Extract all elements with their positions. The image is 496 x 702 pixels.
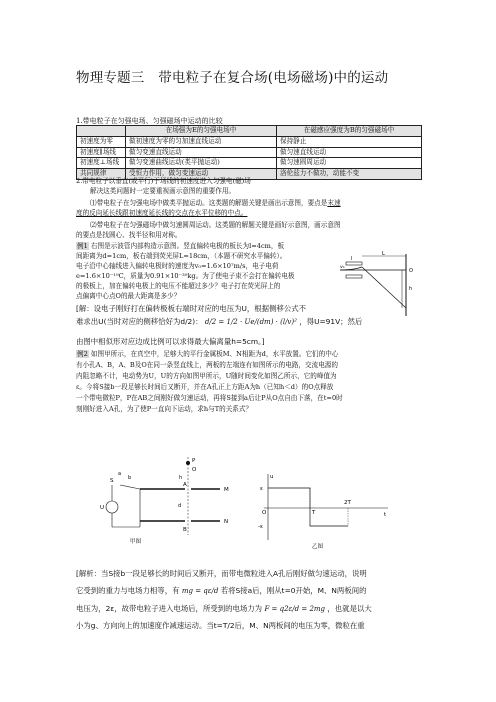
table-cell: 做初速度为零的匀加速直线运动: [126, 136, 277, 147]
ac-source: [106, 501, 118, 513]
label-B: B: [183, 527, 187, 533]
solution1-line: [76, 316, 422, 328]
example2-line: ε。今将S接b一段足够长时间后又断开，并在A孔正上方距A为h（已知h＜d）的O点释放: [76, 383, 334, 391]
table-cell: 共同规律: [77, 169, 126, 180]
equation-3: F = q2ε/d = 2mg: [264, 605, 326, 613]
label-2T: 2T: [344, 500, 351, 506]
label-b: b: [128, 475, 132, 481]
table-cell: 初速度⊥场线: [77, 158, 126, 169]
label-O: O: [192, 467, 197, 473]
text-line: 的要点是找圆心、找半径和用对称。: [76, 231, 182, 239]
example1-line: 间距离为d=1cm，板右端到荧光屏L=18cm，（本题不研究水平偏转）。: [76, 252, 287, 260]
switch-arm: [120, 485, 140, 489]
table-cell: 做匀变速直线运动: [126, 147, 277, 158]
table-row: [77, 147, 422, 158]
underlined-text-line: 度的反向延长线跟初速度延长线的交点在水平位移的中点。: [76, 209, 248, 217]
voltage-waveform: [268, 488, 348, 526]
label-eps: ε: [260, 486, 263, 492]
table-row: [77, 136, 422, 147]
table-header-cell: 在场强为E的匀强电场中: [126, 126, 277, 137]
example2-line: [76, 350, 422, 360]
equation-1: d/2 = 1/2 · Ue/(dm) · (l/v)²: [204, 318, 297, 326]
text-line: 2.带电粒子以垂直(或平行)于场线的初速度进入匀强电(磁)场: [76, 177, 251, 185]
solution2-line: [76, 603, 422, 615]
comparison-table: [76, 125, 422, 180]
example1-line: [76, 242, 331, 252]
text-span: ，也就是以大: [327, 604, 372, 613]
label-S: S: [110, 478, 114, 484]
table-cell: 做匀速圆周运动: [277, 158, 422, 169]
table-header-cell: [77, 126, 126, 137]
table-header-row: [77, 126, 422, 137]
example-tag: 例2: [77, 350, 88, 358]
example1-line: 的极板上，加在偏转电极上的电压不能超过多少？电子打在荧光屏上的: [76, 282, 281, 290]
label-v0: v₀: [340, 265, 345, 270]
particle-P: [186, 461, 190, 465]
table-cell: 做匀速直线运动: [277, 147, 422, 158]
text-span: 右图是示波管内部构造示意图。竖直偏转电极的板长为l=4cm，板: [90, 242, 285, 250]
solution2-line: [76, 585, 422, 597]
label-a: a: [118, 471, 122, 477]
label-t: t: [384, 512, 387, 518]
example1-line: 点偏离中心点O的最大距离是多少？: [76, 292, 181, 300]
page-title: 物理专题三 带电粒子在复合场(电场磁场)中的运动: [76, 70, 389, 86]
example1-line: 电子沿中心轴线进入偏转电极时的速度为v₀=1.6×10⁷m/s，电子电荷: [76, 262, 279, 270]
figure-caption-yi: 乙图: [312, 544, 324, 550]
label-h: h: [179, 475, 183, 481]
solution2-line: [解析：当S接b一段足够长的时间后又断开，而带电微粒进入A孔后刚好做匀速运动，说明: [76, 569, 367, 578]
text-line: 解决这类问题时一定要重视画示意图的重要作用。: [90, 187, 236, 195]
label-l: l: [351, 256, 353, 262]
solution1-line: 由图中相似形对应边成比例可以求得最大偏离量h=5cm。]: [76, 337, 265, 346]
example2-line: 有小孔A、B，A、B及O在同一条竖直线上，两板的左端连有如图所示的电路，交流电源的: [76, 361, 338, 369]
example-tag: 例1: [77, 242, 88, 250]
example2-line: 内阻忽略不计，电动势为U，U的方向如图甲所示，U随时间变化如图乙所示，它的峰值为: [76, 372, 337, 380]
text-span: ⑴带电粒子在匀强电场中做类平抛运动。这类题的解题关键是画出示意图，要点是: [90, 199, 328, 207]
label-O: O: [409, 268, 413, 274]
label-N: N: [224, 519, 229, 525]
label-P: P: [192, 458, 196, 464]
equation-2: mg = qε/d: [181, 587, 219, 595]
text-span: ，得U=91V；然后: [299, 317, 363, 326]
label-A: A: [183, 482, 187, 488]
table-cell: 保持静止: [277, 136, 422, 147]
label-U: U: [100, 505, 105, 511]
example2-line: 刻刚好进入A孔，为了使P一直向下运动，求h与T的关系式？: [76, 405, 253, 413]
table-cell: 初速度为零: [77, 136, 126, 147]
label-T: T: [312, 510, 316, 516]
table-row: [77, 158, 422, 169]
label-h: h: [409, 286, 413, 292]
table-header-cell: 在磁感应强度为B的匀强磁场中: [277, 126, 422, 137]
label-neg-eps: -ε: [258, 524, 263, 530]
label-M: M: [224, 487, 229, 493]
table-cell: 初速度∥场线: [77, 147, 126, 158]
label-d: d: [178, 503, 182, 509]
example1-line: e=1.6×10⁻¹⁹C，质量为0.91×10⁻³⁰kg。为了使电子束不会打在偏转电极: [76, 272, 295, 280]
solution1-line: [解：设电子刚好打在偏转极板右端时对应的电压为U，根据侧移公式不: [76, 304, 307, 313]
text-span: 它受到的重力与电场力相等，有: [76, 586, 180, 595]
text-span: 电压为，2ε，故带电粒子进入电场后，所受到的电场力为: [76, 604, 263, 613]
text-line: [90, 199, 436, 209]
text-span: 若将S接a后，刚从t=0开始，M、N两板间的: [220, 586, 367, 595]
label-L: L: [382, 251, 385, 257]
table-cell: 受恒力作用，做匀变速运动: [126, 169, 277, 180]
text-span: 难求出U(当时对应的侧移恰好为d/2)：: [76, 317, 203, 326]
voltage-time-graph: [258, 470, 393, 550]
figure-caption-jia: 甲图: [130, 539, 142, 545]
text-line: ⑵带电粒子在匀强磁场中做匀速圆周运动。这类题的解题关键是画好示意图，画示意图: [90, 221, 341, 229]
table-cell: 洛伦兹力不做功，动能不变: [277, 169, 422, 180]
lower-plate: [346, 275, 362, 278]
example2-line: 一个带电微粒P，P在AB之间刚好做匀速运动，再将S接到a后让P从O点自由下落，在t=0时: [76, 394, 343, 402]
solution2-line: 小为g、方向向上的加速度作减速运动。当t=T/2后，M、N两板间的电压为零，微粒在重: [76, 621, 365, 630]
upper-plate: [346, 262, 362, 265]
circuit-diagram: [100, 455, 235, 545]
table-cell: 做匀变速曲线运动(类平抛运动): [126, 158, 277, 169]
text-span: 如图甲所示，在真空中，足够大的平行金属板M、N相距为d，水平放置。它们的中心: [90, 350, 339, 358]
underlined-text: 末速: [327, 199, 341, 207]
section-heading-1: 1.带电粒子在匀强电场、匀强磁场中运动的比较: [76, 117, 223, 125]
label-u: u: [270, 474, 274, 480]
label-origin: O: [262, 510, 267, 516]
